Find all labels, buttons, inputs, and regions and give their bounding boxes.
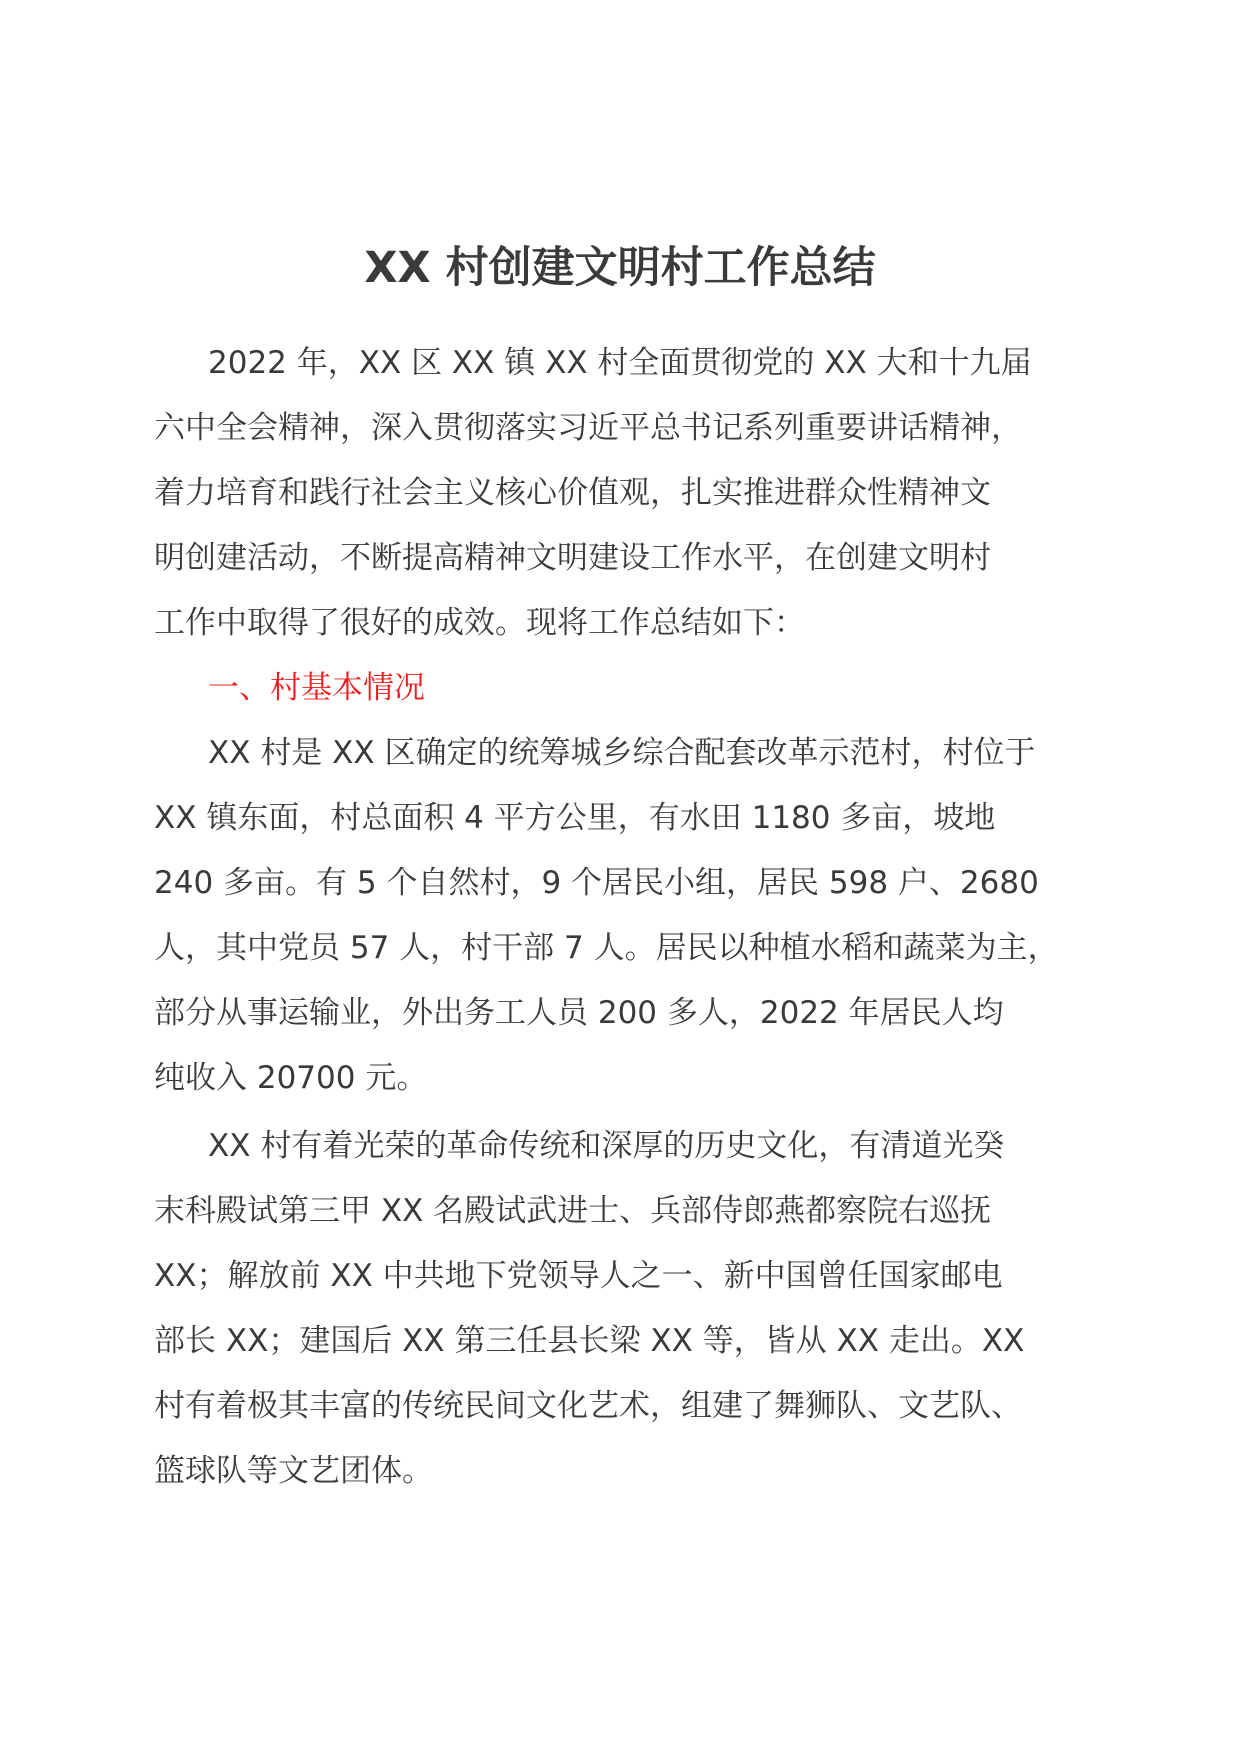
paragraph-line: 纯收入 20700 元。 (154, 1060, 428, 1096)
paragraph-line: XX；解放前 XX 中共地下党领导人之一、新中国曾任国家邮电 (154, 1258, 1003, 1294)
paragraph-line: 工作中取得了很好的成效。现将工作总结如下： (154, 605, 805, 641)
paragraph-line: 着力培育和践行社会主义核心价值观，扎实推进群众性精神文 (154, 475, 991, 511)
paragraph-line: 篮球队等文艺团体。 (154, 1453, 433, 1489)
paragraph-village-basics (154, 721, 1114, 1111)
paragraph-line: 2022 年，XX 区 XX 镇 XX 村全面贯彻党的 XX 大和十九届 (208, 345, 1032, 381)
paragraph-line: 部分从事运输业，外出务工人员 200 多人，2022 年居民人均 (154, 995, 1004, 1031)
paragraph-line: 村有着极其丰富的传统民间文化艺术，组建了舞狮队、文艺队、 (154, 1388, 1022, 1424)
paragraph-line: XX 村有着光荣的革命传统和深厚的历史文化，有清道光癸 (208, 1128, 1005, 1164)
document-body (154, 331, 1114, 1504)
paragraph-line: 明创建活动，不断提高精神文明建设工作水平，在创建文明村 (154, 540, 991, 576)
paragraph-intro (154, 331, 1114, 656)
paragraph-village-history (154, 1114, 1114, 1504)
document-title: XX 村创建文明村工作总结 (364, 243, 876, 293)
section-heading: 一、村基本情况 (208, 670, 425, 706)
paragraph-line: XX 镇东面，村总面积 4 平方公里，有水田 1180 多亩，坡地 (154, 800, 996, 836)
paragraph-line: 部长 XX；建国后 XX 第三任县长梁 XX 等，皆从 XX 走出。XX (154, 1323, 1025, 1359)
paragraph-line: 240 多亩。有 5 个自然村，9 个居民小组，居民 598 户、2680 (154, 865, 1039, 901)
paragraph-line: XX 村是 XX 区确定的统筹城乡综合配套改革示范村，村位于 (208, 735, 1036, 771)
paragraph-line: 末科殿试第三甲 XX 名殿试武进士、兵部侍郎燕都察院右巡抚 (154, 1193, 992, 1229)
paragraph-line: 人，其中党员 57 人，村干部 7 人。居民以种植水稻和蔬菜为主， (154, 930, 1059, 966)
paragraph-line: 六中全会精神，深入贯彻落实习近平总书记系列重要讲话精神， (154, 410, 1022, 446)
